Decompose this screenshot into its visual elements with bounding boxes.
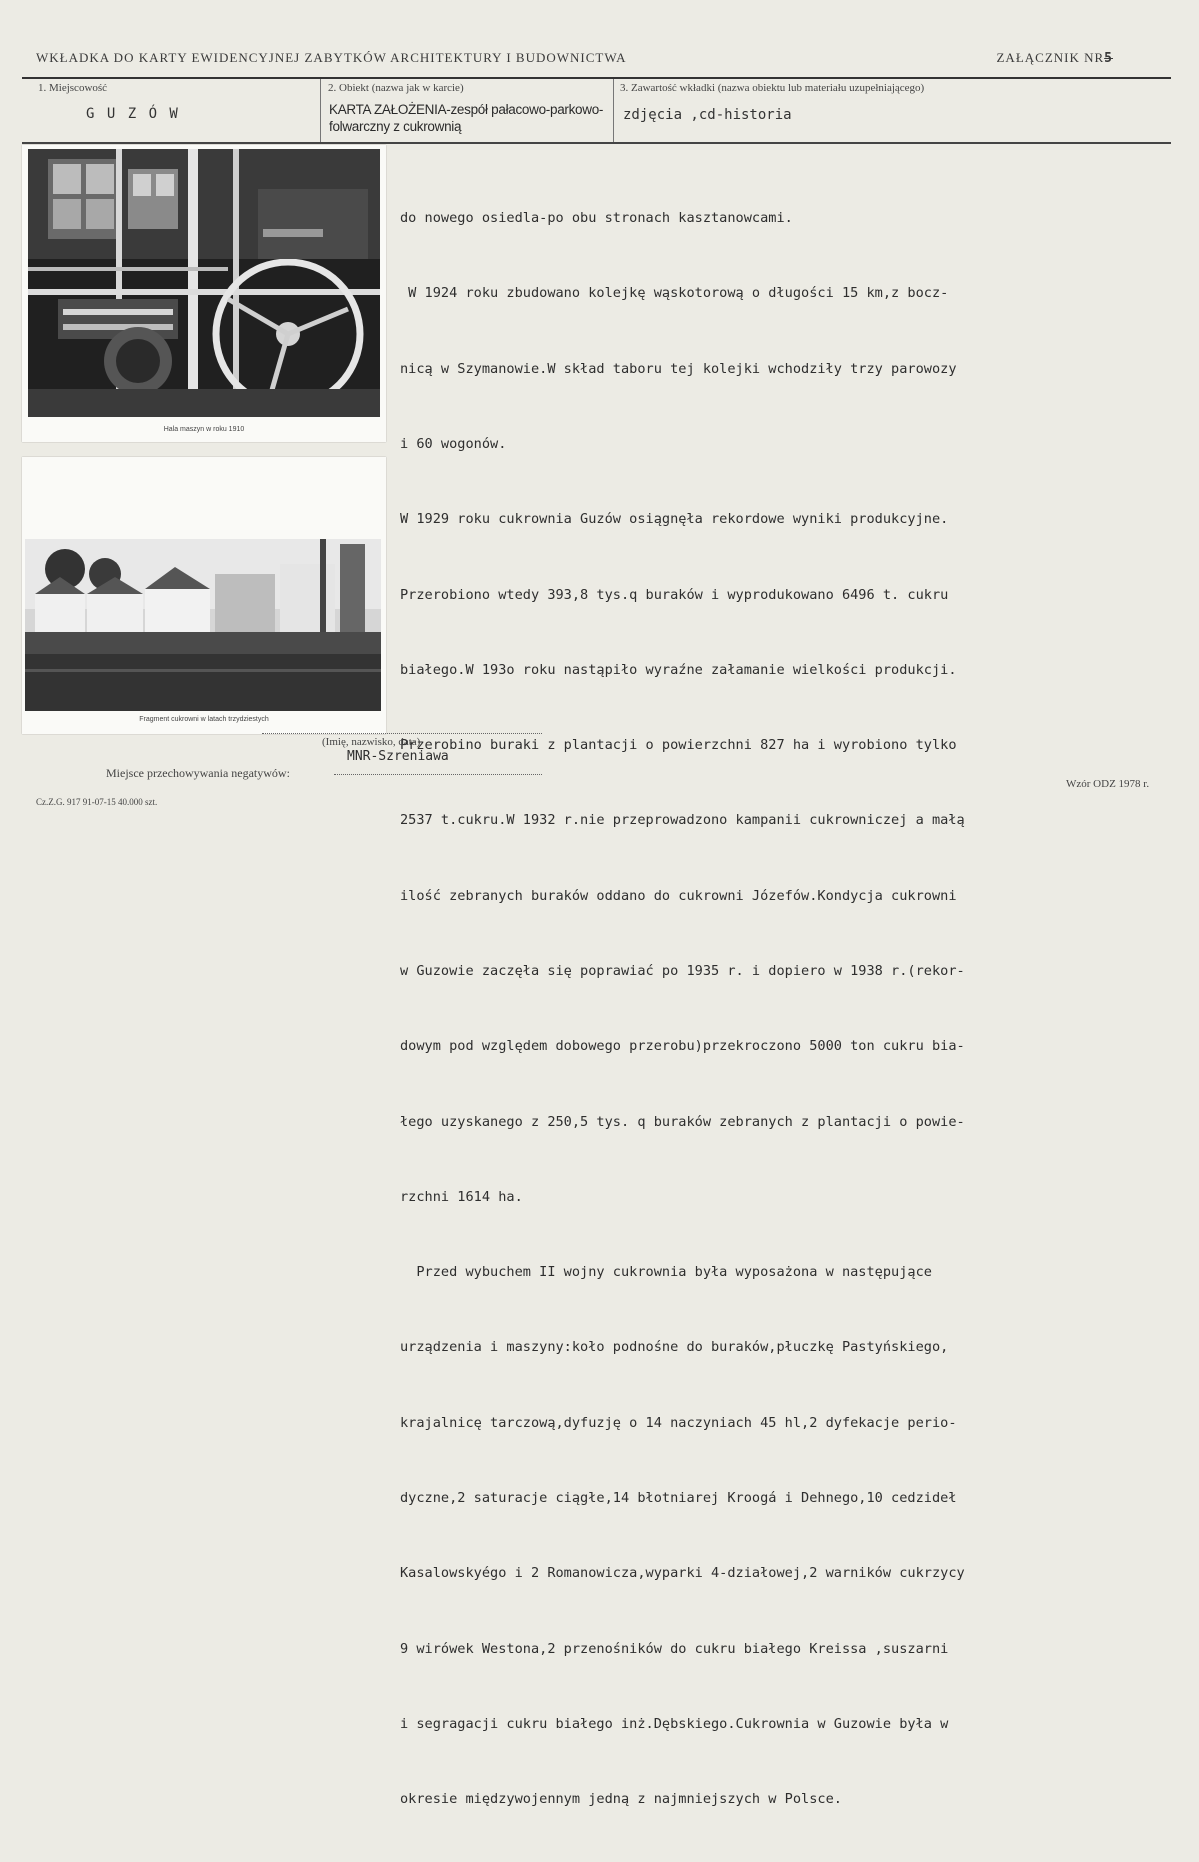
text-line: i 60 wogonów. xyxy=(400,436,507,453)
text-line: Przed wybuchem II wojny cukrownia była wyposażona w następujące xyxy=(400,1264,932,1281)
text-line: ilość zebranych buraków oddano do cukrowni Józefów.Kondycja cukrowni xyxy=(400,887,957,904)
text-line: urządzenia i maszyny:koło podnośne do buraków,płuczkę Pastyńskiego, xyxy=(400,1339,949,1356)
attachment-number-value: 5 xyxy=(1104,51,1113,66)
field-3-value: zdjęcia ,cd-historia xyxy=(623,107,792,123)
text-line: 2537 t.cukru.W 1932 r.nie przeprowadzono kampanii cukrowniczej a małą xyxy=(400,812,965,829)
text-line: Przerobiono wtedy 393,8 tys.q buraków i wyprodukowano 6496 t. cukru xyxy=(400,586,949,603)
field-1-value: G U Z Ó W xyxy=(86,106,180,122)
field-2-value: KARTA ZAŁOŻENIA-zespół pałacowo-parkowo-folwarczny z cukrownią xyxy=(329,102,604,134)
text-line: i segragacji cukru białego inż.Dębskiego.Cukrownia w Guzowie była w xyxy=(400,1715,949,1732)
negatives-label: Miejsce przechowywania negatywów: xyxy=(106,766,290,780)
field-divider-1 xyxy=(320,79,321,142)
fields-rule xyxy=(22,142,1171,144)
text-line: rzchni 1614 ha. xyxy=(400,1188,523,1205)
text-line: W 1924 roku zbudowano kolejkę wąskotorową o długości 15 km,z bocz- xyxy=(400,285,949,302)
text-line: Kasalowskyégo i 2 Romanowicza,wyparki 4-działowej,2 warników cukrzycy xyxy=(400,1565,965,1582)
field-1-label: 1. Miejscowość xyxy=(38,82,108,94)
field-3-label: 3. Zawartość wkładki (nazwa obiektu lub materiału uzupełniającego) xyxy=(620,82,925,94)
text-line: w Guzowie zaczęła się poprawiać po 1935 r. i dopiero w 1938 r.(rekor- xyxy=(400,963,965,979)
form-title: WKŁADKA DO KARTY EWIDENCYJNEJ ZABYTKÓW ARCHITEKTURY I BUDOWNICTWA xyxy=(36,50,627,65)
text-line: Przerobino buraki z plantacji o powierzchni 827 ha i wyrobiono tylko xyxy=(400,737,957,754)
text-line: łego uzyskanego z 250,5 tys. q buraków zebranych z plantacji o powie- xyxy=(400,1113,965,1130)
print-info: Cz.Z.G. 917 91-07-15 40.000 szt. xyxy=(36,797,158,807)
text-line: dyczne,2 saturacje ciągłe,14 błotniarej Kroogá i Dehnego,10 cedzideł xyxy=(400,1489,957,1506)
text-line: białego.W 193o roku nastąpiło wyraźne załamanie wielkości produkcji. xyxy=(400,661,957,678)
text-line: okresie międzywojennym jedną z najmniejszych w Polsce. xyxy=(400,1791,842,1808)
text-line: 9 wirówek Westona,2 przenośników do cukru białego Kreissa ,suszarni xyxy=(400,1640,949,1657)
text-line: do nowego osiedla-po obu stronach kasztanowcami. xyxy=(400,210,793,227)
text-line: dowym pod względem dobowego przerobu)przekroczono 5000 ton cukru bia- xyxy=(400,1038,965,1055)
header-rule xyxy=(22,77,1171,79)
photo-factory-caption: Fragment cukrowni w latach trzydziestych xyxy=(139,716,269,723)
form-model: Wzór ODZ 1978 r. xyxy=(1066,778,1150,790)
text-line: nicą w Szymanowie.W skład taboru tej kolejki wchodziły trzy parowozy xyxy=(400,360,957,377)
attachment-number xyxy=(996,50,1113,66)
photo-machine-hall-caption: Hala maszyn w roku 1910 xyxy=(163,426,245,433)
field-divider-2 xyxy=(613,79,614,142)
text-line: krajalnicę tarczową,dyfuzję o 14 naczyniach 45 hl,2 dyfekacje perio- xyxy=(400,1414,957,1431)
history-text xyxy=(400,156,1140,1862)
negatives-dotted-line xyxy=(334,774,542,775)
field-2-label: 2. Obiekt (nazwa jak w karcie) xyxy=(328,82,464,94)
photo-machine-hall-image xyxy=(28,149,380,417)
name-dotted-line xyxy=(262,733,542,734)
photo-machine-hall xyxy=(22,145,386,442)
negatives-value: MNR-Szreniawa xyxy=(347,749,449,764)
photo-factory-image xyxy=(25,539,381,711)
name-label: (Imię, nazwisko, data) xyxy=(322,736,421,748)
photo-factory xyxy=(22,457,386,734)
text-line: W 1929 roku cukrownia Guzów osiągnęła rekordowe wyniki produkcyjne. xyxy=(400,511,949,528)
attachment-label: ZAŁĄCZNIK NR xyxy=(996,50,1105,65)
